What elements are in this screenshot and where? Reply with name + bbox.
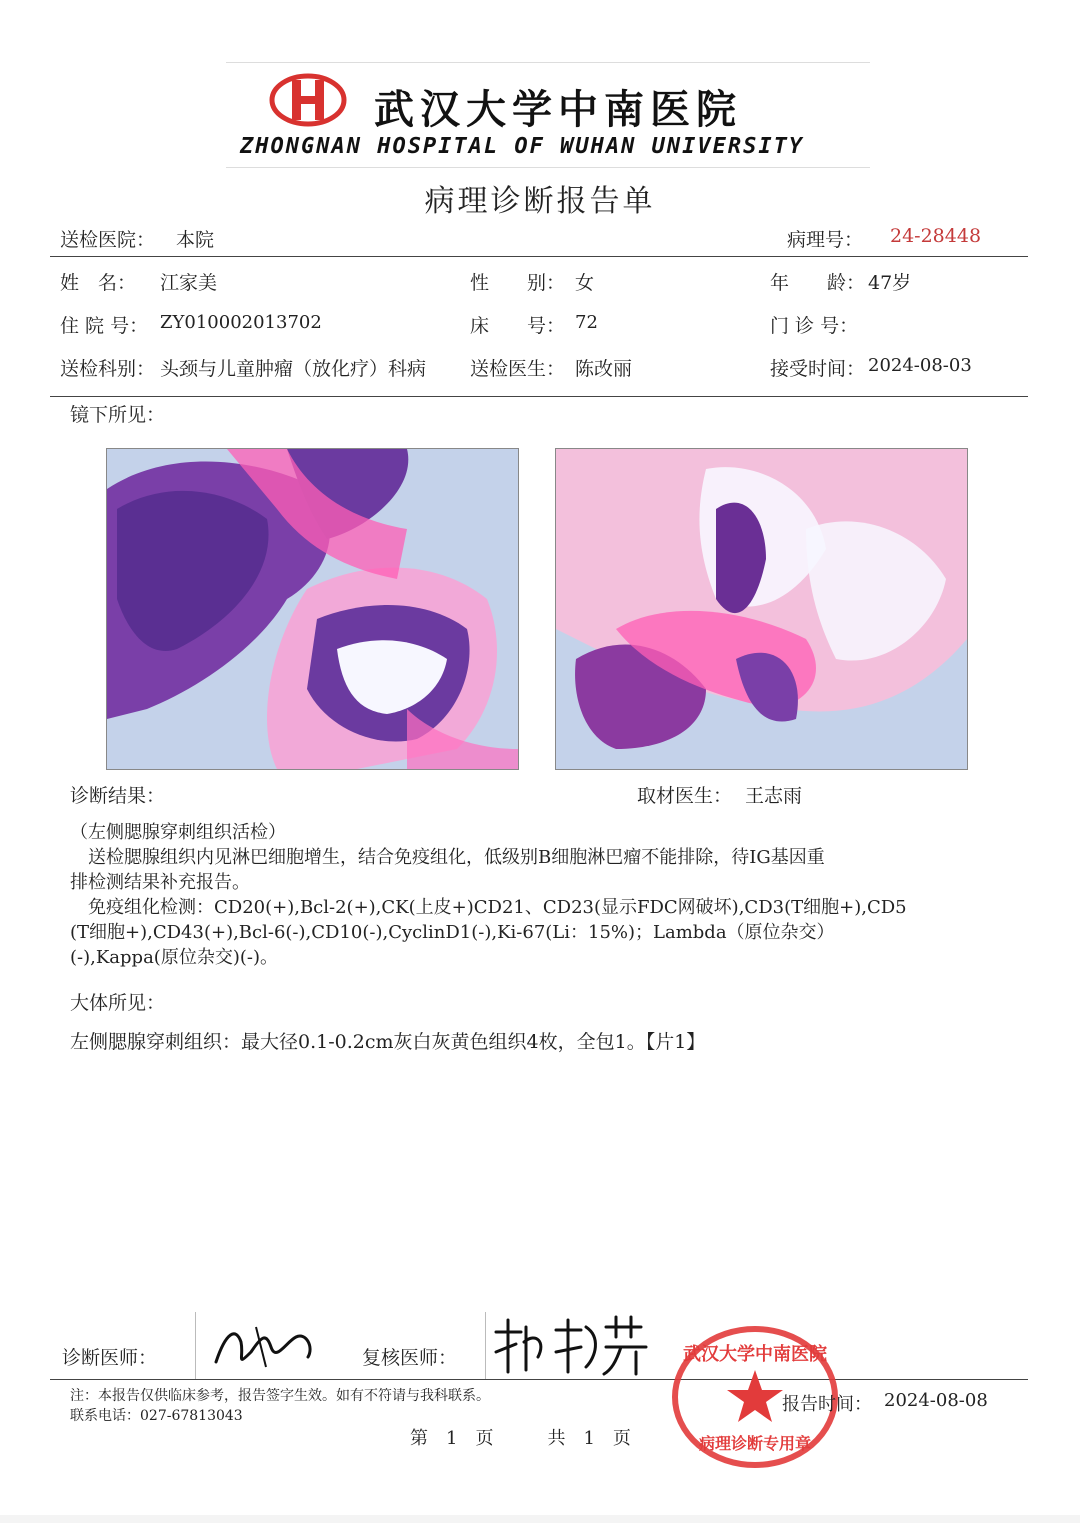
bed-no: 72 [575,312,598,333]
star-icon [727,1370,783,1422]
report-title: 病理诊断报告单 [424,184,656,219]
review-doctor-signature [486,1312,656,1380]
doctor-label: 送检医生： [470,358,566,380]
patient-name: 江家美 [160,272,218,294]
gross-label: 大体所见： [70,992,166,1014]
bed-label: 床 号： [470,315,566,337]
page-number: 第 1 页 共 1 页 [410,1428,631,1449]
diagnosis-line-3: 排检测结果补充报告。 [70,872,250,893]
stamp-top-text: 武汉大学中南医院 [683,1344,827,1365]
sending-doctor: 陈改丽 [575,358,633,380]
diag-doctor-signature [196,1312,346,1380]
review-doctor-label: 复核医师： [362,1347,458,1369]
stamp-bottom-text: 病理诊断专用章 [698,1434,812,1453]
patient-divider [50,396,1028,397]
age-label: 年 龄： [770,272,866,294]
name-label: 姓 名： [60,272,137,294]
received-time: 2024-08-03 [868,355,972,376]
hospital-name-en: ZHONGNAN HOSPITAL OF WUHAN UNIVERSITY [240,134,805,159]
report-time: 2024-08-08 [884,1390,988,1411]
hospital-name-cn: 武汉大学中南医院 [374,86,742,133]
sampling-doctor: 王志雨 [745,785,803,807]
report-time-label: 报告时间： [782,1394,872,1415]
page-bottom-edge [0,1515,1080,1523]
inpatient-no: ZY010002013702 [160,312,322,333]
diagnosis-line-2: 送检腮腺组织内见淋巴细胞增生，结合免疫组化，低级别B细胞淋巴瘤不能排除，待IG基因重 [70,847,825,868]
sex-label: 性 别： [470,272,566,294]
diagnosis-line-1: （左侧腮腺穿刺组织活检） [70,822,286,843]
pathology-no: 24-28448 [890,225,982,247]
patient-sex: 女 [575,272,595,294]
footer-phone: 联系电话：027-67813043 [70,1408,243,1424]
diagnosis-line-6: (-),Kappa(原位杂交)(-)。 [70,947,278,968]
patient-age: 47岁 [868,272,912,294]
microscopy-label: 镜下所见： [70,404,166,426]
hospital-h-logo-icon [268,72,348,128]
sending-hospital: 本院 [176,229,215,251]
received-label: 接受时间： [770,358,866,380]
diagnosis-label: 诊断结果： [70,785,166,807]
diagnosis-line-4: 免疫组化检测：CD20(+),Bcl-2(+),CK(上皮+)CD21、CD23(显示FDC网破坏),CD3(T细胞+),CD5 [70,897,907,918]
micrograph-1 [106,448,519,770]
diagnosis-line-5: (T细胞+),CD43(+),Bcl-6(-),CD10(-),CyclinD1(-),Ki-67(Li：15%)；Lambda（原位杂交） [70,922,835,943]
review-doctor-signature-box [485,1312,656,1380]
sampling-doctor-label: 取材医生： [637,785,733,807]
dept-label: 送检科别： [60,358,156,380]
gross-text: 左侧腮腺穿刺组织：最大径0.1-0.2cm灰白灰黄色组织4枚，全包1。【片1】 [70,1031,706,1053]
pathology-no-label: 病理号： [787,229,864,251]
footer-divider [50,1379,1028,1380]
header-divider [50,256,1028,257]
footer-note: 注：本报告仅供临床参考，报告签字生效。如有不符请与我科联系。 [70,1388,490,1404]
outpatient-label: 门 诊 号： [770,315,859,337]
inpatient-label: 住 院 号： [60,315,149,337]
micrograph-2 [555,448,968,770]
diag-doctor-label: 诊断医师： [62,1347,158,1369]
sending-hospital-label: 送检医院： [60,229,156,251]
diag-doctor-signature-box [195,1312,356,1380]
dept: 头颈与儿童肿瘤（放化疗）科病 [160,358,427,380]
